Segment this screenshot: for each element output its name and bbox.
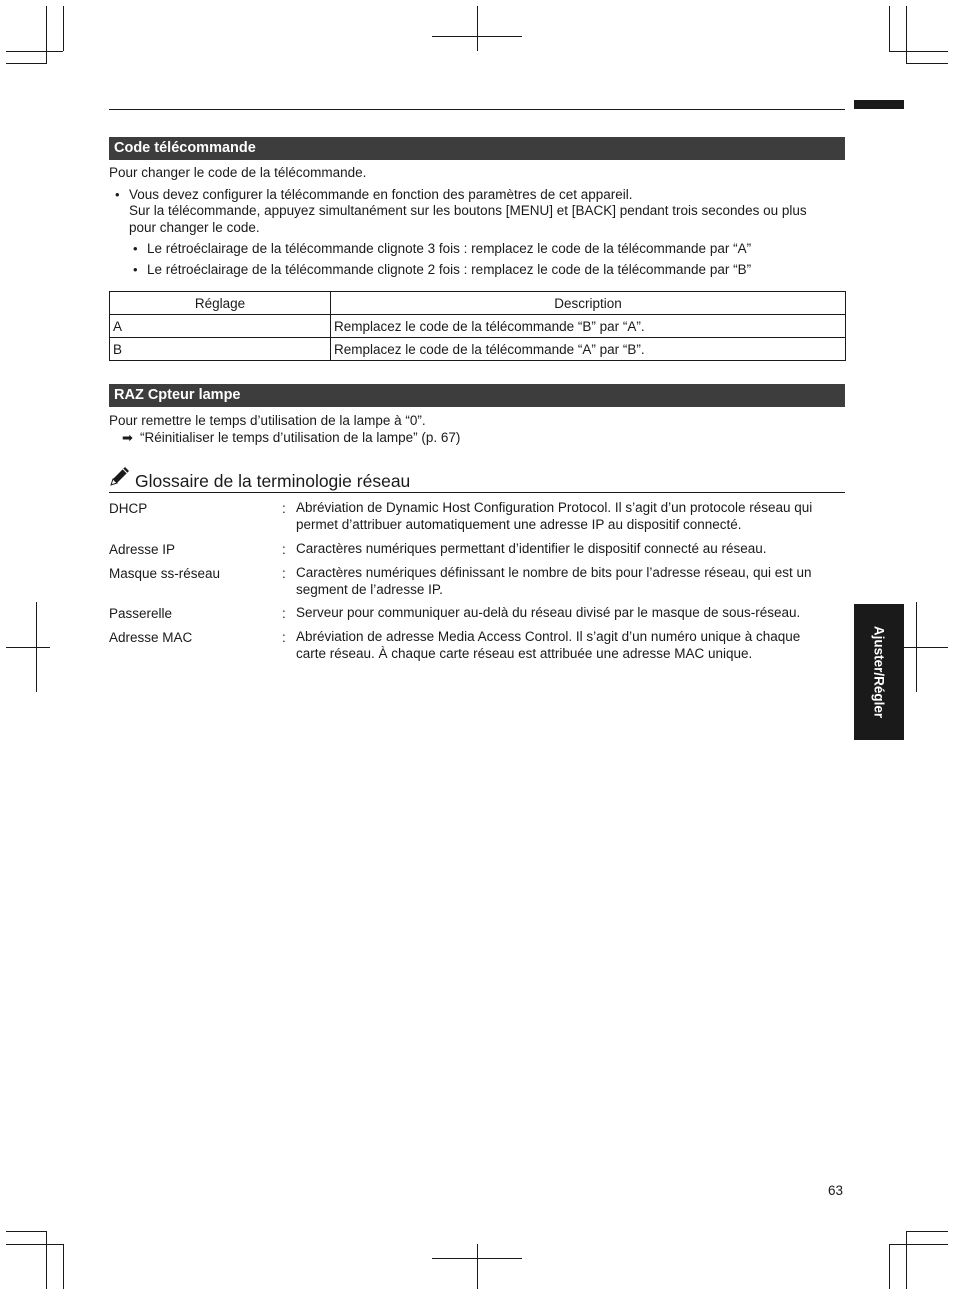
remote-code-sub-bullet: Le rétroéclairage de la télécommande clignote 3 fois : remplacez le code de la télécommande par “A” (147, 241, 752, 256)
remote-code-intro: Pour changer le code de la télécommande. (109, 165, 367, 180)
glossary-term: Adresse IP (109, 542, 176, 557)
glossary-definition: Caractères numériques définissant le nombre de bits pour l’adresse réseau, qui est un segment de l’adresse IP. (296, 565, 812, 597)
remote-code-sub-bullet: Le rétroéclairage de la télécommande clignote 2 fois : remplacez le code de la télécommande par “B” (147, 262, 752, 277)
sub-bullet-dot: • (133, 241, 138, 256)
glossary-definition: Caractères numériques permettant d’identifier le dispositif connecté au réseau. (296, 541, 767, 556)
glossary-colon: : (282, 501, 286, 516)
chapter-tab-marker (854, 100, 904, 109)
remote-code-bullet-line3: pour changer le code. (129, 220, 260, 235)
table-cell-description: Remplacez le code de la télécommande “B” par “A”. (331, 315, 846, 338)
table-header-row (110, 292, 846, 315)
header-rule (109, 109, 845, 110)
table-row (110, 315, 846, 338)
lamp-reset-intro: Pour remettre le temps d’utilisation de la lampe à “0”. (109, 413, 426, 428)
glossary-term: Passerelle (109, 606, 173, 621)
table-header-cell: Réglage (110, 292, 331, 315)
section-title-lamp-reset: RAZ Cpteur lampe (109, 384, 845, 407)
table-cell-setting: B (110, 338, 331, 361)
side-chapter-tab-label: Ajuster/Régler (871, 625, 887, 719)
side-chapter-tab (854, 604, 904, 740)
arrow-right-icon: ➡ (122, 430, 133, 445)
remote-code-table (109, 291, 846, 361)
glossary-term: Adresse MAC (109, 630, 193, 645)
table-cell-description: Remplacez le code de la télécommande “A” par “B”. (331, 338, 846, 361)
glossary-colon: : (282, 566, 286, 581)
glossary-definition: Abréviation de Dynamic Host Configuration Protocol. Il s’agit d’un protocole réseau qui permet d’attribuer automatiquement une adresse IP au dispositif connecté. (296, 500, 813, 532)
glossary-rule (109, 492, 845, 493)
sub-bullet-dot: • (133, 262, 138, 277)
glossary-title: Glossaire de la terminologie réseau (135, 471, 411, 491)
glossary-term: DHCP (109, 501, 148, 516)
remote-code-bullet-line1: Vous devez configurer la télécommande en fonction des paramètres de cet appareil. (129, 187, 633, 202)
pencil-icon (109, 465, 131, 487)
table-cell-setting: A (110, 315, 331, 338)
glossary-colon: : (282, 606, 286, 621)
glossary-colon: : (282, 542, 286, 557)
glossary-definition: Abréviation de adresse Media Access Control. Il s’agit d’un numéro unique à chaque carte réseau. À chaque carte réseau est attribuée une adresse MAC unique. (296, 629, 801, 661)
table-header-cell: Description (331, 292, 846, 315)
glossary-term: Masque ss-réseau (109, 566, 221, 581)
table-row (110, 338, 846, 361)
lamp-reset-reference-link[interactable]: “Réinitialiser le temps d’utilisation de la lampe” (p. 67) (140, 430, 461, 445)
section-title-remote-code: Code télécommande (109, 137, 845, 160)
glossary-definition: Serveur pour communiquer au-delà du réseau divisé par le masque de sous-réseau. (296, 605, 801, 620)
remote-code-bullet-line2: Sur la télécommande, appuyez simultanément sur les boutons [MENU] et [BACK] pendant trois secondes ou plus (129, 203, 807, 218)
bullet-dot: • (115, 187, 120, 202)
glossary-colon: : (282, 630, 286, 645)
page-number: 63 (828, 1183, 844, 1198)
